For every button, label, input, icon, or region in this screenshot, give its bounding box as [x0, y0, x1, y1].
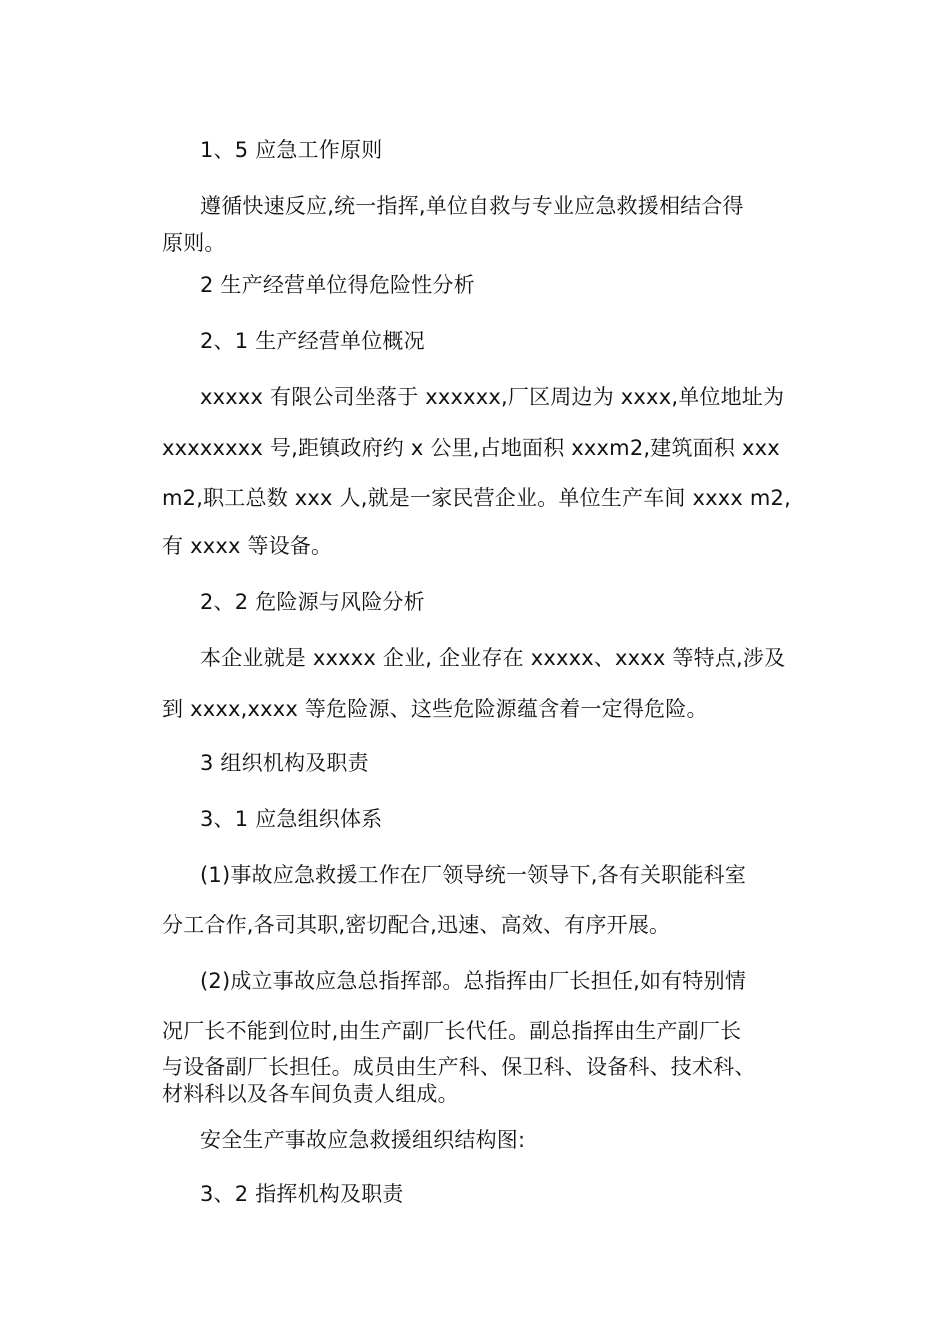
paragraph-line: 分工合作,各司其职,密切配合,迅速、高效、有序开展。 — [162, 913, 671, 937]
paragraph-line: 与设备副厂长担任。成员由生产科、保卫科、设备科、技术科、 — [162, 1055, 756, 1079]
heading-command-structure: 3、2 指挥机构及职责 — [200, 1182, 404, 1206]
paragraph-line: 本企业就是 xxxxx 企业, 企业存在 xxxxx、xxxx 等特点,涉及 — [200, 646, 786, 670]
paragraph-line: (1)事故应急救援工作在厂领导统一领导下,各有关职能科室 — [200, 863, 747, 887]
paragraph-line: 材料科以及各车间负责人组成。 — [162, 1082, 459, 1106]
heading-hazard-analysis: 2 生产经营单位得危险性分析 — [200, 273, 475, 297]
paragraph-line: xxxxx 有限公司坐落于 xxxxxx,厂区周边为 xxxx,单位地址为 — [200, 385, 785, 409]
heading-emergency-system: 3、1 应急组织体系 — [200, 807, 383, 831]
paragraph-line: 况厂长不能到位时,由生产副厂长代任。副总指挥由生产副厂长 — [162, 1019, 742, 1043]
paragraph-line: m2,职工总数 xxx 人,就是一家民营企业。单位生产车间 xxxx m2, — [162, 486, 791, 510]
paragraph-line: 遵循快速反应,统一指挥,单位自救与专业应急救援相结合得 — [200, 194, 744, 218]
paragraph-line: 原则。 — [162, 231, 226, 255]
heading-emergency-principles: 1、5 应急工作原则 — [200, 138, 383, 162]
paragraph-line: xxxxxxxx 号,距镇政府约 x 公里,占地面积 xxxm2,建筑面积 xxx — [162, 436, 780, 460]
paragraph-line: 到 xxxx,xxxx 等危险源、这些危险源蕴含着一定得危险。 — [162, 697, 708, 721]
chart-caption: 安全生产事故应急救援组织结构图: — [200, 1128, 526, 1152]
paragraph-line: 有 xxxx 等设备。 — [162, 534, 333, 558]
paragraph-line: (2)成立事故应急总指挥部。总指挥由厂长担任,如有特别情 — [200, 969, 747, 993]
heading-hazard-risk: 2、2 危险源与风险分析 — [200, 590, 425, 614]
heading-unit-overview: 2、1 生产经营单位概况 — [200, 329, 425, 353]
heading-organization: 3 组织机构及职责 — [200, 751, 369, 775]
